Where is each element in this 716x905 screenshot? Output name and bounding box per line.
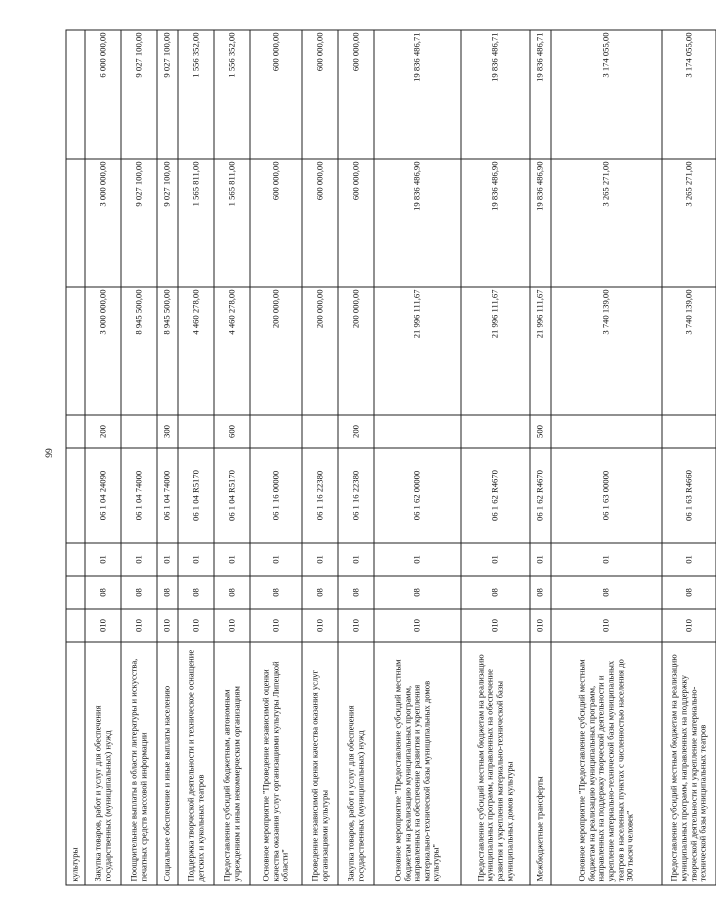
amount-year3-cell: 9 027 100,00 <box>121 30 157 159</box>
row-name-cell: Социальное обеспечение и иные выплаты населению <box>157 642 178 885</box>
amount-year2-cell: 3 265 271,00 <box>662 159 716 287</box>
amount-year3-cell: 19 836 486,71 <box>461 30 530 159</box>
amount-year2-cell: 600 000,00 <box>302 159 338 287</box>
row-name-cell: Предоставление субсидий бюджетным, автономным учреждениям и иным некоммерческим организациям <box>214 642 250 885</box>
subsection-code-cell: 01 <box>302 543 338 576</box>
table-row <box>157 30 178 885</box>
ved-code-cell <box>66 609 85 642</box>
ved-code-cell: 010 <box>551 609 662 642</box>
ved-code-cell: 010 <box>157 609 178 642</box>
page-number: 99 <box>45 448 55 458</box>
amount-year3-cell: 600 000,00 <box>250 30 302 159</box>
subsection-code-cell: 01 <box>85 543 121 576</box>
amount-year3-cell: 19 836 486,71 <box>374 30 461 159</box>
amount-year2-cell: 1 565 811,00 <box>178 159 214 287</box>
row-name-cell: Предоставление субсидий местным бюджетам на реализацию муниципальных программ, направленных на поддержку творческой деятельности и укрепление материально-технической базы муниципальных театров <box>662 642 716 885</box>
amount-year3-cell: 6 000 000,00 <box>85 30 121 159</box>
target-article-cell: 06 1 62 R4670 <box>461 448 530 543</box>
table-row <box>530 30 551 885</box>
amount-year1-cell: 4 460 278,00 <box>178 287 214 415</box>
subsection-code-cell <box>66 543 85 576</box>
table-body <box>66 30 716 885</box>
amount-year3-cell: 19 836 486,71 <box>530 30 551 159</box>
row-name-cell: Основное мероприятие "Проведение независимой оценки качества оказания услуг организациями культуры Липецкой области" <box>250 642 302 885</box>
target-article-cell: 06 1 04 74000 <box>157 448 178 543</box>
table-row <box>662 30 716 885</box>
subsection-code-cell: 01 <box>551 543 662 576</box>
table-row <box>338 30 374 885</box>
amount-year1-cell: 200 000,00 <box>250 287 302 415</box>
expense-type-cell: 200 <box>85 415 121 448</box>
ved-code-cell: 010 <box>214 609 250 642</box>
expense-type-cell <box>551 415 662 448</box>
amount-year1-cell <box>66 287 85 415</box>
section-code-cell: 08 <box>85 576 121 609</box>
amount-year2-cell: 3 000 000,00 <box>85 159 121 287</box>
section-code-cell: 08 <box>214 576 250 609</box>
row-name-cell: Поддержка творческой деятельности и техническое оснащение детских и кукольных театров <box>178 642 214 885</box>
target-article-cell: 06 1 63 00000 <box>551 448 662 543</box>
amount-year1-cell: 21 996 111,67 <box>374 287 461 415</box>
target-article-cell: 06 1 16 22380 <box>338 448 374 543</box>
expense-type-cell: 600 <box>214 415 250 448</box>
table-row <box>461 30 530 885</box>
section-code-cell: 08 <box>374 576 461 609</box>
expense-type-cell <box>250 415 302 448</box>
expense-type-cell: 200 <box>338 415 374 448</box>
ved-code-cell: 010 <box>85 609 121 642</box>
amount-year2-cell <box>66 159 85 287</box>
target-article-cell: 06 1 16 00000 <box>250 448 302 543</box>
amount-year3-cell: 1 556 352,00 <box>178 30 214 159</box>
expense-type-cell <box>374 415 461 448</box>
subsection-code-cell: 01 <box>178 543 214 576</box>
amount-year2-cell: 1 565 811,00 <box>214 159 250 287</box>
amount-year1-cell: 21 996 111,67 <box>530 287 551 415</box>
ved-code-cell: 010 <box>530 609 551 642</box>
amount-year1-cell: 200 000,00 <box>302 287 338 415</box>
amount-year2-cell: 19 836 486,90 <box>530 159 551 287</box>
amount-year2-cell: 9 027 100,00 <box>121 159 157 287</box>
section-code-cell: 08 <box>662 576 716 609</box>
expense-type-cell <box>662 415 716 448</box>
row-name-cell: Межбюджетные трансферты <box>530 642 551 885</box>
subsection-code-cell: 01 <box>461 543 530 576</box>
row-name-cell: культуры <box>66 642 85 885</box>
amount-year3-cell: 3 174 055,00 <box>662 30 716 159</box>
ved-code-cell: 010 <box>338 609 374 642</box>
amount-year3-cell: 1 556 352,00 <box>214 30 250 159</box>
ved-code-cell: 010 <box>121 609 157 642</box>
amount-year1-cell: 3 000 000,00 <box>85 287 121 415</box>
table-row <box>214 30 250 885</box>
amount-year2-cell: 19 836 486,90 <box>374 159 461 287</box>
target-article-cell <box>66 448 85 543</box>
ved-code-cell: 010 <box>302 609 338 642</box>
section-code-cell: 08 <box>121 576 157 609</box>
expense-type-cell <box>461 415 530 448</box>
table-row <box>66 30 85 885</box>
amount-year2-cell: 600 000,00 <box>250 159 302 287</box>
amount-year2-cell: 19 836 486,90 <box>461 159 530 287</box>
row-name-cell: Основное мероприятие "Предоставление субсидий местным бюджетам на реализацию муниципальных программ, направленных на обеспечение развития и укрепления материально-технической базы муниципальных домов культуры" <box>374 642 461 885</box>
rotated-table-container <box>65 30 708 885</box>
row-name-cell: Закупка товаров, работ и услуг для обеспечения государственных (муниципальных) нужд <box>338 642 374 885</box>
amount-year1-cell: 8 945 500,00 <box>157 287 178 415</box>
expense-type-cell: 500 <box>530 415 551 448</box>
row-name-cell: Проведение независимой оценки качества оказания услуг организациями культуры <box>302 642 338 885</box>
amount-year1-cell: 3 740 139,00 <box>662 287 716 415</box>
target-article-cell: 06 1 04 R5170 <box>214 448 250 543</box>
target-article-cell: 06 1 62 00000 <box>374 448 461 543</box>
ved-code-cell: 010 <box>374 609 461 642</box>
table-row <box>551 30 662 885</box>
section-code-cell: 08 <box>157 576 178 609</box>
ved-code-cell: 010 <box>662 609 716 642</box>
subsection-code-cell: 01 <box>214 543 250 576</box>
amount-year1-cell: 21 996 111,67 <box>461 287 530 415</box>
table-row <box>374 30 461 885</box>
amount-year1-cell: 3 740 139,00 <box>551 287 662 415</box>
expense-type-cell <box>66 415 85 448</box>
amount-year2-cell: 9 027 100,00 <box>157 159 178 287</box>
amount-year2-cell: 600 000,00 <box>338 159 374 287</box>
row-name-cell: Предоставление субсидий местным бюджетам на реализацию муниципальных программ, направленных на обеспечение развития и укрепления материально-технической базы муниципальных домов культуры <box>461 642 530 885</box>
row-name-cell: Основное мероприятие "Предоставление субсидий местным бюджетам на реализацию муниципальных программ, направленных на поддержку творческой деятельности и укрепление материально-технической базы муниципальных театров в населенных пунктах с численностью населения до 300 тысяч человек" <box>551 642 662 885</box>
expense-type-cell <box>121 415 157 448</box>
subsection-code-cell: 01 <box>662 543 716 576</box>
ved-code-cell: 010 <box>178 609 214 642</box>
amount-year3-cell: 9 027 100,00 <box>157 30 178 159</box>
ved-code-cell: 010 <box>250 609 302 642</box>
row-name-cell: Поощрительные выплаты в области литературы и искусства, печатных средств массовой информации <box>121 642 157 885</box>
section-code-cell <box>66 576 85 609</box>
subsection-code-cell: 01 <box>338 543 374 576</box>
expense-type-cell: 300 <box>157 415 178 448</box>
ved-code-cell: 010 <box>461 609 530 642</box>
table-row <box>302 30 338 885</box>
amount-year3-cell <box>66 30 85 159</box>
target-article-cell: 06 1 63 R4660 <box>662 448 716 543</box>
subsection-code-cell: 01 <box>374 543 461 576</box>
target-article-cell: 06 1 16 22380 <box>302 448 338 543</box>
table-row <box>85 30 121 885</box>
section-code-cell: 08 <box>461 576 530 609</box>
row-name-cell: Закупка товаров, работ и услуг для обеспечения государственных (муниципальных) нужд <box>85 642 121 885</box>
budget-table <box>65 29 716 885</box>
target-article-cell: 06 1 04 24090 <box>85 448 121 543</box>
subsection-code-cell: 01 <box>121 543 157 576</box>
amount-year1-cell: 200 000,00 <box>338 287 374 415</box>
expense-type-cell <box>302 415 338 448</box>
section-code-cell: 08 <box>178 576 214 609</box>
target-article-cell: 06 1 62 R4670 <box>530 448 551 543</box>
section-code-cell: 08 <box>551 576 662 609</box>
table-row <box>121 30 157 885</box>
table-row <box>250 30 302 885</box>
amount-year3-cell: 600 000,00 <box>302 30 338 159</box>
subsection-code-cell: 01 <box>530 543 551 576</box>
subsection-code-cell: 01 <box>250 543 302 576</box>
section-code-cell: 08 <box>250 576 302 609</box>
amount-year1-cell: 4 460 278,00 <box>214 287 250 415</box>
amount-year3-cell: 3 174 055,00 <box>551 30 662 159</box>
section-code-cell: 08 <box>302 576 338 609</box>
target-article-cell: 06 1 04 R5170 <box>178 448 214 543</box>
amount-year1-cell: 8 945 500,00 <box>121 287 157 415</box>
section-code-cell: 08 <box>530 576 551 609</box>
subsection-code-cell: 01 <box>157 543 178 576</box>
target-article-cell: 06 1 04 74000 <box>121 448 157 543</box>
table-row <box>178 30 214 885</box>
amount-year3-cell: 600 000,00 <box>338 30 374 159</box>
amount-year2-cell: 3 265 271,00 <box>551 159 662 287</box>
expense-type-cell <box>178 415 214 448</box>
section-code-cell: 08 <box>338 576 374 609</box>
